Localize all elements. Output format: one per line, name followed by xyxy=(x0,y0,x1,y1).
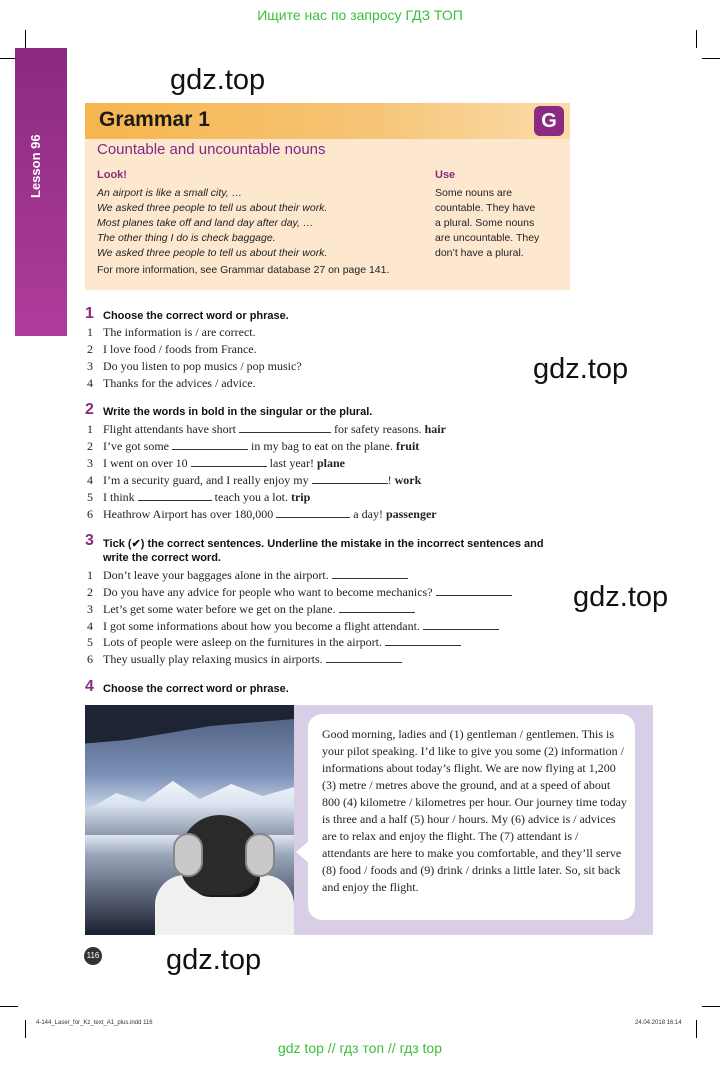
item-text: Let’s get some water before we get on the plane. xyxy=(103,602,336,616)
item-text: Flight attendants have short xyxy=(103,422,236,436)
item-text: I’ve got some xyxy=(103,439,169,453)
footer-date: 24.04.2018 16:14 xyxy=(635,1020,682,1026)
speech-panel xyxy=(294,705,653,935)
answer-blank[interactable] xyxy=(191,457,267,467)
exercise-instruction: Choose the correct word or phrase. xyxy=(103,683,289,695)
item-word: fruit xyxy=(395,439,420,453)
answer-blank[interactable] xyxy=(385,636,461,646)
exercise-instruction: Choose the correct word or phrase. xyxy=(103,310,289,322)
item-text: They usually play relaxing musics in airports. xyxy=(103,652,323,666)
item-text: ! xyxy=(387,473,392,487)
crop-mark xyxy=(25,1020,26,1038)
top-link[interactable]: Ищите нас по запросу ГДЗ ТОП xyxy=(257,7,463,23)
exercise-item: 2 I’ve got some in my bag to eat on the plane. fruit xyxy=(87,439,420,453)
grammar-badge-icon: G xyxy=(534,106,564,136)
exercise-item: 5 Lots of people were asleep on the furnitures in the airport. xyxy=(87,635,461,650)
answer-blank[interactable] xyxy=(276,508,350,518)
answer-blank[interactable] xyxy=(423,620,499,630)
exercise-item: 1 Flight attendants have short for safety reasons. hair xyxy=(87,422,446,436)
item-word: passenger xyxy=(385,507,437,521)
answer-blank[interactable] xyxy=(326,653,402,663)
lesson-tab xyxy=(15,48,67,336)
exercise-item: 6 They usually play relaxing musics in airports. xyxy=(87,652,402,667)
speech-tail xyxy=(296,840,310,864)
use-line: a plural. Some nouns xyxy=(435,217,535,229)
exercise-number: 2 xyxy=(85,401,94,418)
item-word: hair xyxy=(424,422,446,436)
pilot-photo xyxy=(85,705,294,935)
exercise-item: 4 I’m a security guard, and I really enjoy my ! work xyxy=(87,473,422,487)
exercise-item: 3 Let’s get some water before we get on the plane. xyxy=(87,602,415,617)
item-text: I’m a security guard, and I really enjoy my xyxy=(103,473,309,487)
use-line: are uncountable. They xyxy=(435,232,540,244)
crop-mark xyxy=(702,58,720,59)
answer-blank[interactable] xyxy=(339,603,415,613)
crop-mark xyxy=(696,30,697,48)
exercise-item: 1 Don’t leave your baggages alone in the airport. xyxy=(87,568,408,583)
lesson-label: Lesson 96 xyxy=(28,134,43,198)
use-heading: Use xyxy=(435,169,456,181)
look-line: Most planes take off and land day after day, … xyxy=(97,217,314,229)
headset-icon xyxy=(173,833,203,877)
item-text: Do you have any advice for people who want to become mechanics? xyxy=(103,585,433,599)
speech-bubble xyxy=(308,714,635,920)
answer-blank[interactable] xyxy=(332,569,408,579)
item-word: work xyxy=(394,473,422,487)
exercise-item: 4 Thanks for the advices / advice. xyxy=(87,376,256,390)
exercise-item: 2 I love food / foods from France. xyxy=(87,342,257,356)
exercise-instruction: Write the words in bold in the singular or the plural. xyxy=(103,406,373,418)
page-number: 116 xyxy=(84,947,102,965)
use-line: countable. They have xyxy=(435,202,536,214)
more-info-link[interactable]: For more information, see Grammar database 27 on page 141. xyxy=(97,264,390,276)
grammar-title: Grammar 1 xyxy=(99,108,210,131)
exercise-item: 5 I think teach you a lot. trip xyxy=(87,490,311,504)
answer-blank[interactable] xyxy=(436,586,512,596)
item-text: for safety reasons. xyxy=(333,422,422,436)
look-line: The other thing I do is check baggage. xyxy=(97,232,276,244)
exercise-item: 1 The information is / are correct. xyxy=(87,325,256,339)
look-line: An airport is like a small city, … xyxy=(97,187,243,199)
exercise-instruction: Tick (✔) the correct sentences. Underline the mistake in the incorrect sentences and xyxy=(103,538,544,550)
headset-icon xyxy=(245,833,275,877)
speech-text: Good morning, ladies and (1) gentleman / gentlemen. This is your pilot speaking. I’d like to give you some (2) information / informations about today’s flight. We are now flying at 1,200 (3) metre / metres above the ground, and at a speed of about 800 (4) kilometre / kilometres per hour. Our journey time today is three and a half (5) hour / hours. My (6) advice is / advices are to relax and enjoy the flight. The (7) attendant is / attendants are here to make you comfortable, and they’ll serve (8) food / foods and (9) drink / drinks a little later. So, sit back and enjoy the flight. xyxy=(322,727,627,894)
exercise-item: 2 Do you have any advice for people who want to become mechanics? xyxy=(87,585,512,600)
grammar-subtitle: Countable and uncountable nouns xyxy=(97,141,326,158)
item-text: The information is / are correct. xyxy=(103,325,256,339)
watermark: gdz.top xyxy=(533,353,629,385)
answer-blank[interactable] xyxy=(138,491,212,501)
look-line: We asked three people to tell us about their work. xyxy=(97,202,328,214)
exercise-number: 3 xyxy=(85,532,94,549)
watermark: gdz.top xyxy=(573,581,669,613)
item-text: I went on over 10 xyxy=(103,456,188,470)
exercise-item: 3 Do you listen to pop musics / pop music? xyxy=(87,359,302,373)
watermark: gdz.top xyxy=(170,64,266,96)
item-text: Lots of people were asleep on the furnitures in the airport. xyxy=(103,635,382,649)
look-line: We asked three people to tell us about their work. xyxy=(97,247,328,259)
answer-blank[interactable] xyxy=(172,440,248,450)
use-line: Some nouns are xyxy=(435,187,513,199)
item-text: Don’t leave your baggages alone in the airport. xyxy=(103,568,329,582)
cockpit-frame xyxy=(85,705,294,775)
watermark: gdz.top xyxy=(166,944,262,976)
item-text: I got some informations about how you become a flight attendant. xyxy=(103,619,420,633)
item-text: a day! xyxy=(353,507,383,521)
item-text: I love food / foods from France. xyxy=(103,342,257,356)
exercise-number: 4 xyxy=(85,678,94,695)
item-text: I think xyxy=(103,490,135,504)
exercise-instruction: write the correct word. xyxy=(103,552,221,564)
exercise-item: 6 Heathrow Airport has over 180,000 a day! passenger xyxy=(87,507,437,521)
mountains xyxy=(85,775,294,835)
grammar-header xyxy=(85,103,570,139)
grammar-box xyxy=(85,103,570,290)
item-text: in my bag to eat on the plane. xyxy=(250,439,393,453)
answer-blank[interactable] xyxy=(312,474,388,484)
footer-file: 4-144_Laser_for_Kz_text_A1_plus.indd 116 xyxy=(36,1020,153,1026)
item-text: Thanks for the advices / advice. xyxy=(103,376,256,390)
item-text: last year! xyxy=(269,456,314,470)
item-text: Do you listen to pop musics / pop music? xyxy=(103,359,302,373)
use-line: don’t have a plural. xyxy=(435,247,524,259)
exercise-item: 4 I got some informations about how you become a flight attendant. xyxy=(87,619,499,634)
crop-mark xyxy=(696,1020,697,1038)
item-text: Heathrow Airport has over 180,000 xyxy=(103,507,274,521)
crop-mark xyxy=(0,1006,18,1007)
look-heading: Look! xyxy=(97,169,127,181)
exercise-number: 1 xyxy=(85,305,94,322)
item-word: trip xyxy=(290,490,311,504)
crop-mark xyxy=(702,1006,720,1007)
crop-mark xyxy=(25,30,26,48)
item-word: plane xyxy=(316,456,345,470)
answer-blank[interactable] xyxy=(239,423,331,433)
exercise-item: 3 I went on over 10 last year! plane xyxy=(87,456,345,470)
item-text: teach you a lot. xyxy=(214,490,288,504)
bottom-links[interactable]: gdz top // гдз топ // гдз top xyxy=(277,1040,443,1056)
